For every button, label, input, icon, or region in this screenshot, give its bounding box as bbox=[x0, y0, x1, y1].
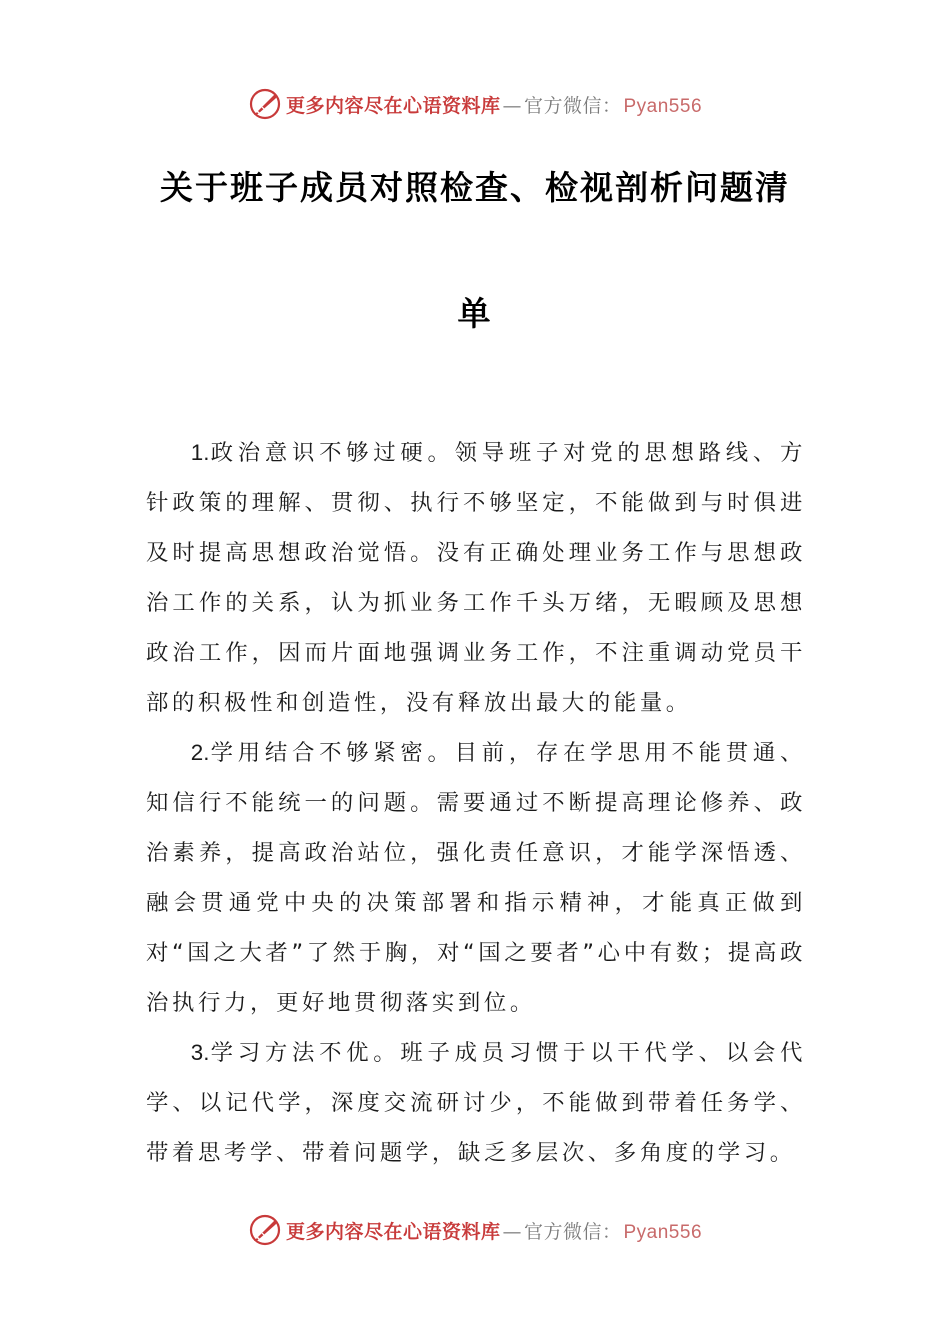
quill-pen-logo-icon bbox=[248, 1213, 282, 1247]
paragraph-number: 3. bbox=[190, 1040, 210, 1065]
paragraph-text: 学用结合不够紧密。目前，存在学思用不能贯通、知信行不能统一的问题。需要通过不断提高理论修养、政治素养，提高政治站位，强化责任意识，才能学深悟透、融会贯通党中央的决策部署和指示精神，才能真正做到对“国之大者”了然于胸，对“国之要者”心中有数；提高政治执行力，更好地贯彻落实到位。 bbox=[146, 740, 806, 1016]
watermark-wechat-id: Pyan556 bbox=[623, 1221, 703, 1243]
watermark-wechat-label: 官方微信： bbox=[523, 1220, 622, 1243]
watermark-brand-text: 更多内容尽在心语资料库 bbox=[285, 94, 501, 117]
document-title-line-1: 关于班子成员对照检查、检视剖析问题清 bbox=[160, 168, 790, 207]
document-title-line-2: 单 bbox=[457, 294, 493, 333]
footer-watermark bbox=[0, 1210, 950, 1250]
paragraph-2 bbox=[146, 728, 806, 1028]
header-watermark bbox=[0, 84, 950, 124]
paragraph-number: 2. bbox=[190, 740, 210, 765]
quill-pen-logo-icon bbox=[248, 87, 282, 121]
document-body bbox=[146, 428, 806, 1178]
paragraph-text: 学习方法不优。班子成员习惯于以干代学、以会代学、以记代学，深度交流研讨少，不能做到带着任务学、带着思考学、带着问题学，缺乏多层次、多角度的学习。 bbox=[146, 1040, 806, 1166]
watermark-brand-text: 更多内容尽在心语资料库 bbox=[285, 1220, 501, 1243]
paragraph-3 bbox=[146, 1028, 806, 1178]
watermark-wechat-id: Pyan556 bbox=[623, 95, 703, 117]
paragraph-1 bbox=[146, 428, 806, 728]
document-title bbox=[145, 170, 805, 422]
watermark-separator: — bbox=[502, 1220, 522, 1243]
watermark-wechat-label: 官方微信： bbox=[523, 94, 622, 117]
paragraph-number: 1. bbox=[190, 440, 210, 465]
watermark-separator: — bbox=[502, 94, 522, 117]
paragraph-text: 政治意识不够过硬。领导班子对党的思想路线、方针政策的理解、贯彻、执行不够坚定，不能做到与时俱进及时提高思想政治觉悟。没有正确处理业务工作与思想政治工作的关系，认为抓业务工作千头万绪，无暇顾及思想政治工作，因而片面地强调业务工作，不注重调动党员干部的积极性和创造性，没有释放出最大的能量。 bbox=[146, 440, 806, 716]
